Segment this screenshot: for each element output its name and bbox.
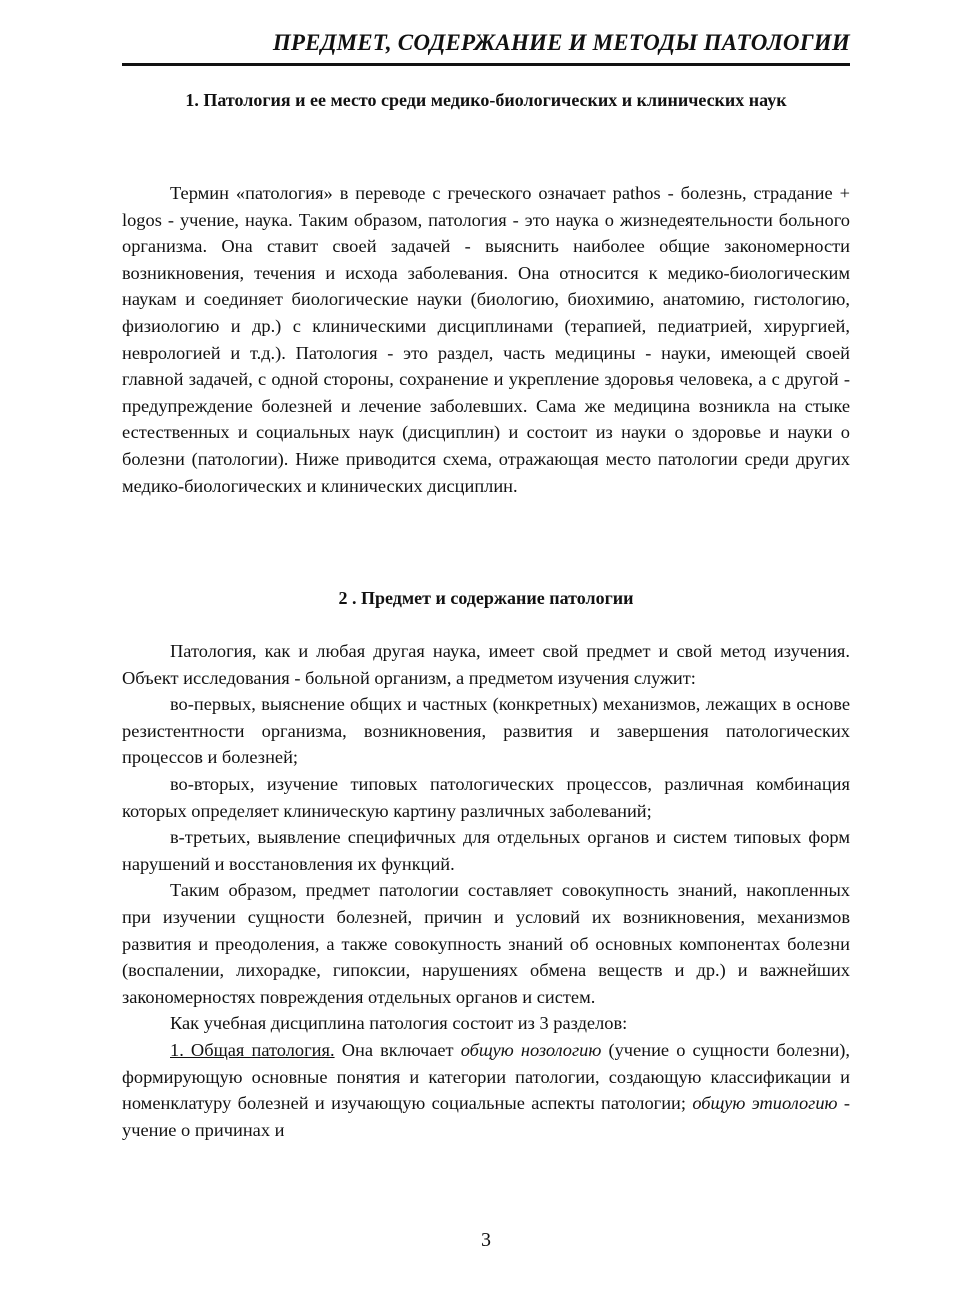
running-header-title: ПРЕДМЕТ, СОДЕРЖАНИЕ И МЕТОДЫ ПАТОЛОГИИ [272, 30, 850, 55]
section-2-paragraph-first: во-первых, выяснение общих и частных (конкретных) механизмов, лежащих в основе резистентности организма, возникновения, развития и завершения патологических процессов и болезней; [122, 694, 850, 768]
section-2-paragraph-intro: Патология, как и любая другая наука, имеет свой предмет и свой метод изучения. Объект исследования - больной организм, а предметом изучения служит: [122, 641, 850, 688]
section-2-paragraph-third: в-третьих, выявление специфичных для отдельных органов и систем типовых форм нарушений и восстановления их функций. [122, 827, 850, 874]
general-pathology-text-1: Она включает [334, 1039, 461, 1060]
section-2-body [122, 638, 850, 1143]
section-2-heading: 2 . Предмет и содержание патологии [338, 588, 634, 608]
section-2-paragraph-summary: Таким образом, предмет патологии составляет совокупность знаний, накопленных при изучении сущности болезней, причин и условий их возникновения, механизмов развития и преодоления, а также совокупность знаний об основных компонентах болезни (воспалении, лихорадке, гипоксии, нарушениях обмена веществ и др.) и важнейших закономерностях повреждения отдельных органов и систем. [122, 880, 850, 1007]
section-1-heading: 1. Патология и ее место среди медико-биологических и клинических наук [185, 90, 787, 110]
general-nosology-term: общую нозологию [460, 1039, 602, 1060]
header-divider [122, 63, 850, 66]
section-2-paragraph-sections: Как учебная дисциплина патология состоит из 3 разделов: [170, 1013, 628, 1034]
general-pathology-text-3: - учение о причинах и [122, 1093, 850, 1140]
general-etiology-term: общую этиологию [692, 1093, 838, 1114]
general-pathology-text-2: (учение о сущности болезни), формирующую основные понятия и категории патологии, создающую классификации и номенклатуру болезней и изучающую социальные аспекты патологии; [122, 1039, 851, 1114]
general-pathology-title: 1. Общая патология. [170, 1039, 335, 1060]
section-2-paragraph-general-pathology [122, 1037, 850, 1143]
section-2-paragraph-second: во-вторых, изучение типовых патологических процессов, различная комбинация которых определяет клиническую картину различных заболеваний; [122, 773, 850, 821]
section-1-body [122, 180, 850, 499]
page-number: 3 [481, 1229, 491, 1251]
section-1-paragraph: Термин «патология» в переводе с греческого означает pathos - болезнь, страдание + logos - учение, наука. Таким образом, патология - это наука о жизнедеятельности больного организма. Она ставит своей задачей - выяснить наиболее общие закономерности возникновения, течения и исхода заболевания. Она относится к медико-биологическим наукам и соединяет биологические науки (биологию, биохимию, анатомию, гистологию, физиологию и др.) с клиническими дисциплинами (терапией, педиатрией, хирургией, неврологией и т.д.). Патология - это раздел, часть медицины - науки, имеющей своей главной задачей, с одной стороны, сохранение и укрепление здоровья человека, а с другой - предупреждение болезней и лечение заболевших. Сама же медицина возникла на стыке естественных и социальных наук (дисциплин) и состоит из науки о здоровье и науки о болезни (патологии). Ниже приводится схема, отражающая место патологии среди других медико-биологических и клинических дисциплин. [122, 183, 850, 496]
